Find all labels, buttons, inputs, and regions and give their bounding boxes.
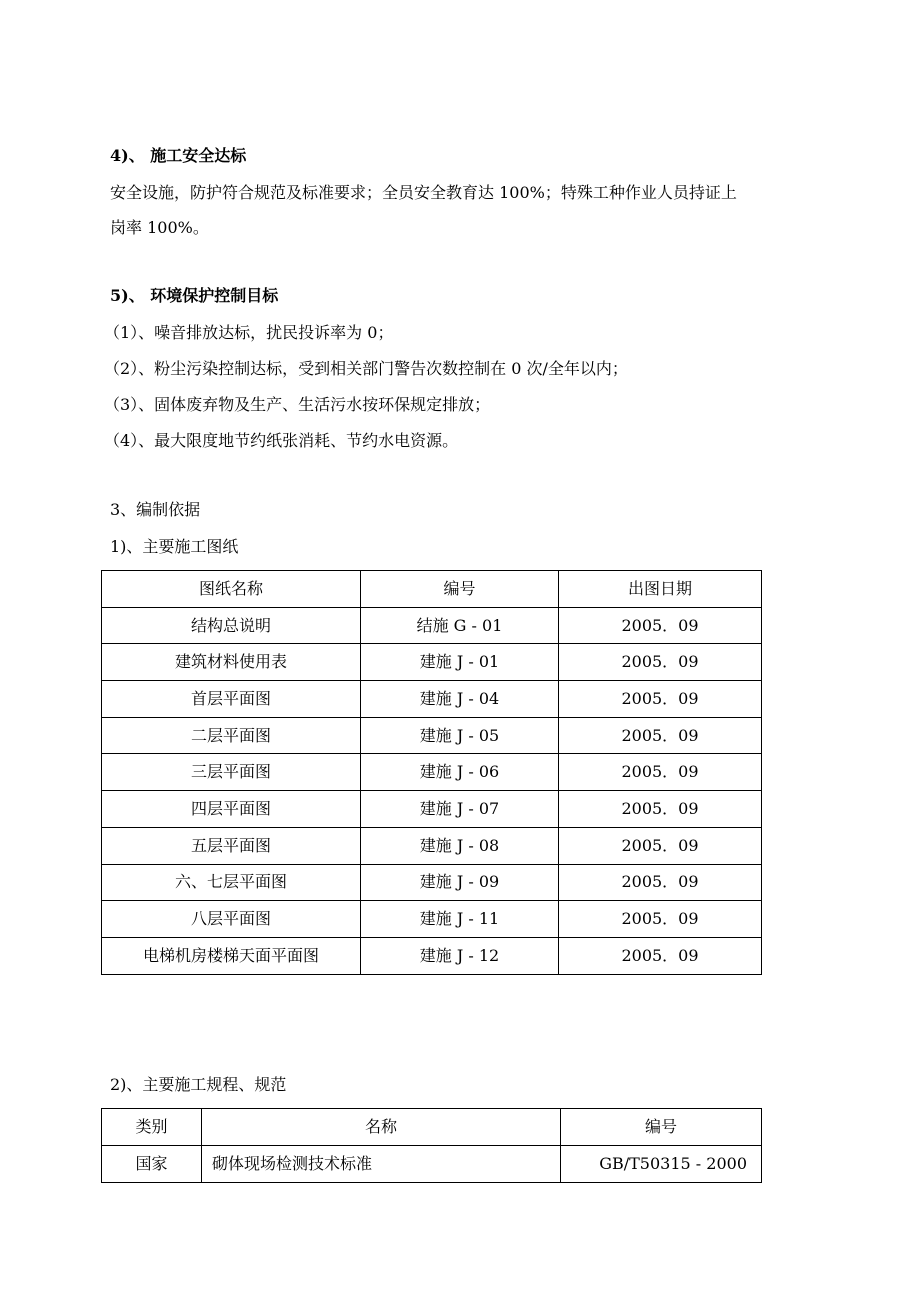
drawing-name-cell: 五层平面图: [102, 827, 361, 864]
drawing-date-cell: 2005．09: [559, 607, 762, 644]
drawings-table: [101, 570, 762, 975]
header-cell: 编号: [561, 1109, 762, 1146]
drawing-number-cell: 建施 J - 04: [361, 681, 559, 718]
drawing-date-cell: 2005．09: [559, 644, 762, 681]
table-row: [102, 754, 762, 791]
section-4-heading: 4)、 施工安全达标: [110, 146, 247, 165]
drawings-subheading: 1)、主要施工图纸: [110, 537, 239, 556]
section-5-item-1: （1）、噪音排放达标，扰民投诉率为 0；: [104, 323, 394, 342]
drawing-number-cell: 建施 J - 12: [361, 937, 559, 974]
drawing-date-cell: 2005．09: [559, 864, 762, 901]
table-row: [102, 791, 762, 828]
drawing-name-cell: 建筑材料使用表: [102, 644, 361, 681]
table-row: [102, 901, 762, 938]
table-row: [102, 607, 762, 644]
section-5-heading: 5)、 环境保护控制目标: [110, 286, 279, 305]
drawing-name-cell: 六、七层平面图: [102, 864, 361, 901]
drawing-name-cell: 首层平面图: [102, 681, 361, 718]
drawing-number-cell: 建施 J - 06: [361, 754, 559, 791]
section-4-body-line-2: 岗率 100%。: [110, 218, 209, 237]
section-5-item-3: （3）、固体废弃物及生产、生活污水按环保规定排放；: [104, 395, 491, 414]
code-name-cell: 砌体现场检测技术标准: [202, 1146, 561, 1183]
table-header-row: [102, 1109, 762, 1146]
drawing-number-cell: 建施 J - 07: [361, 791, 559, 828]
drawing-name-cell: 八层平面图: [102, 901, 361, 938]
header-cell: 出图日期: [559, 571, 762, 608]
drawing-number-cell: 建施 J - 08: [361, 827, 559, 864]
drawing-number-cell: 结施 G - 01: [361, 607, 559, 644]
drawing-name-cell: 结构总说明: [102, 607, 361, 644]
header-cell: 类别: [102, 1109, 202, 1146]
header-cell: 编号: [361, 571, 559, 608]
drawing-date-cell: 2005．09: [559, 681, 762, 718]
drawing-name-cell: 电梯机房楼梯天面平面图: [102, 937, 361, 974]
drawing-name-cell: 四层平面图: [102, 791, 361, 828]
section-4-body-line-1: 安全设施，防护符合规范及标准要求；全员安全教育达 100%；特殊工种作业人员持证上: [110, 183, 737, 202]
drawing-number-cell: 建施 J - 09: [361, 864, 559, 901]
section-5-item-4: （4）、最大限度地节约纸张消耗、节约水电资源。: [104, 431, 459, 450]
section-3-heading: 3、编制依据: [110, 500, 201, 519]
table-row: [102, 827, 762, 864]
code-number-cell: GB/T50315 - 2000: [561, 1146, 762, 1183]
drawing-date-cell: 2005．09: [559, 901, 762, 938]
drawing-date-cell: 2005．09: [559, 791, 762, 828]
drawing-name-cell: 三层平面图: [102, 754, 361, 791]
codes-subheading: 2)、主要施工规程、规范: [110, 1075, 287, 1094]
drawing-date-cell: 2005．09: [559, 827, 762, 864]
header-cell: 名称: [202, 1109, 561, 1146]
drawing-date-cell: 2005．09: [559, 754, 762, 791]
drawing-date-cell: 2005．09: [559, 937, 762, 974]
table-row: [102, 864, 762, 901]
drawing-date-cell: 2005．09: [559, 717, 762, 754]
drawing-number-cell: 建施 J - 11: [361, 901, 559, 938]
table-row: [102, 937, 762, 974]
drawing-number-cell: 建施 J - 01: [361, 644, 559, 681]
table-row: [102, 1146, 762, 1183]
drawing-number-cell: 建施 J - 05: [361, 717, 559, 754]
codes-table: [101, 1108, 762, 1183]
header-cell: 图纸名称: [102, 571, 361, 608]
table-row: [102, 644, 762, 681]
table-header-row: [102, 571, 762, 608]
code-category-cell: 国家: [102, 1146, 202, 1183]
section-5-item-2: （2）、粉尘污染控制达标，受到相关部门警告次数控制在 0 次/全年以内；: [104, 359, 628, 378]
table-row: [102, 681, 762, 718]
table-row: [102, 717, 762, 754]
drawing-name-cell: 二层平面图: [102, 717, 361, 754]
